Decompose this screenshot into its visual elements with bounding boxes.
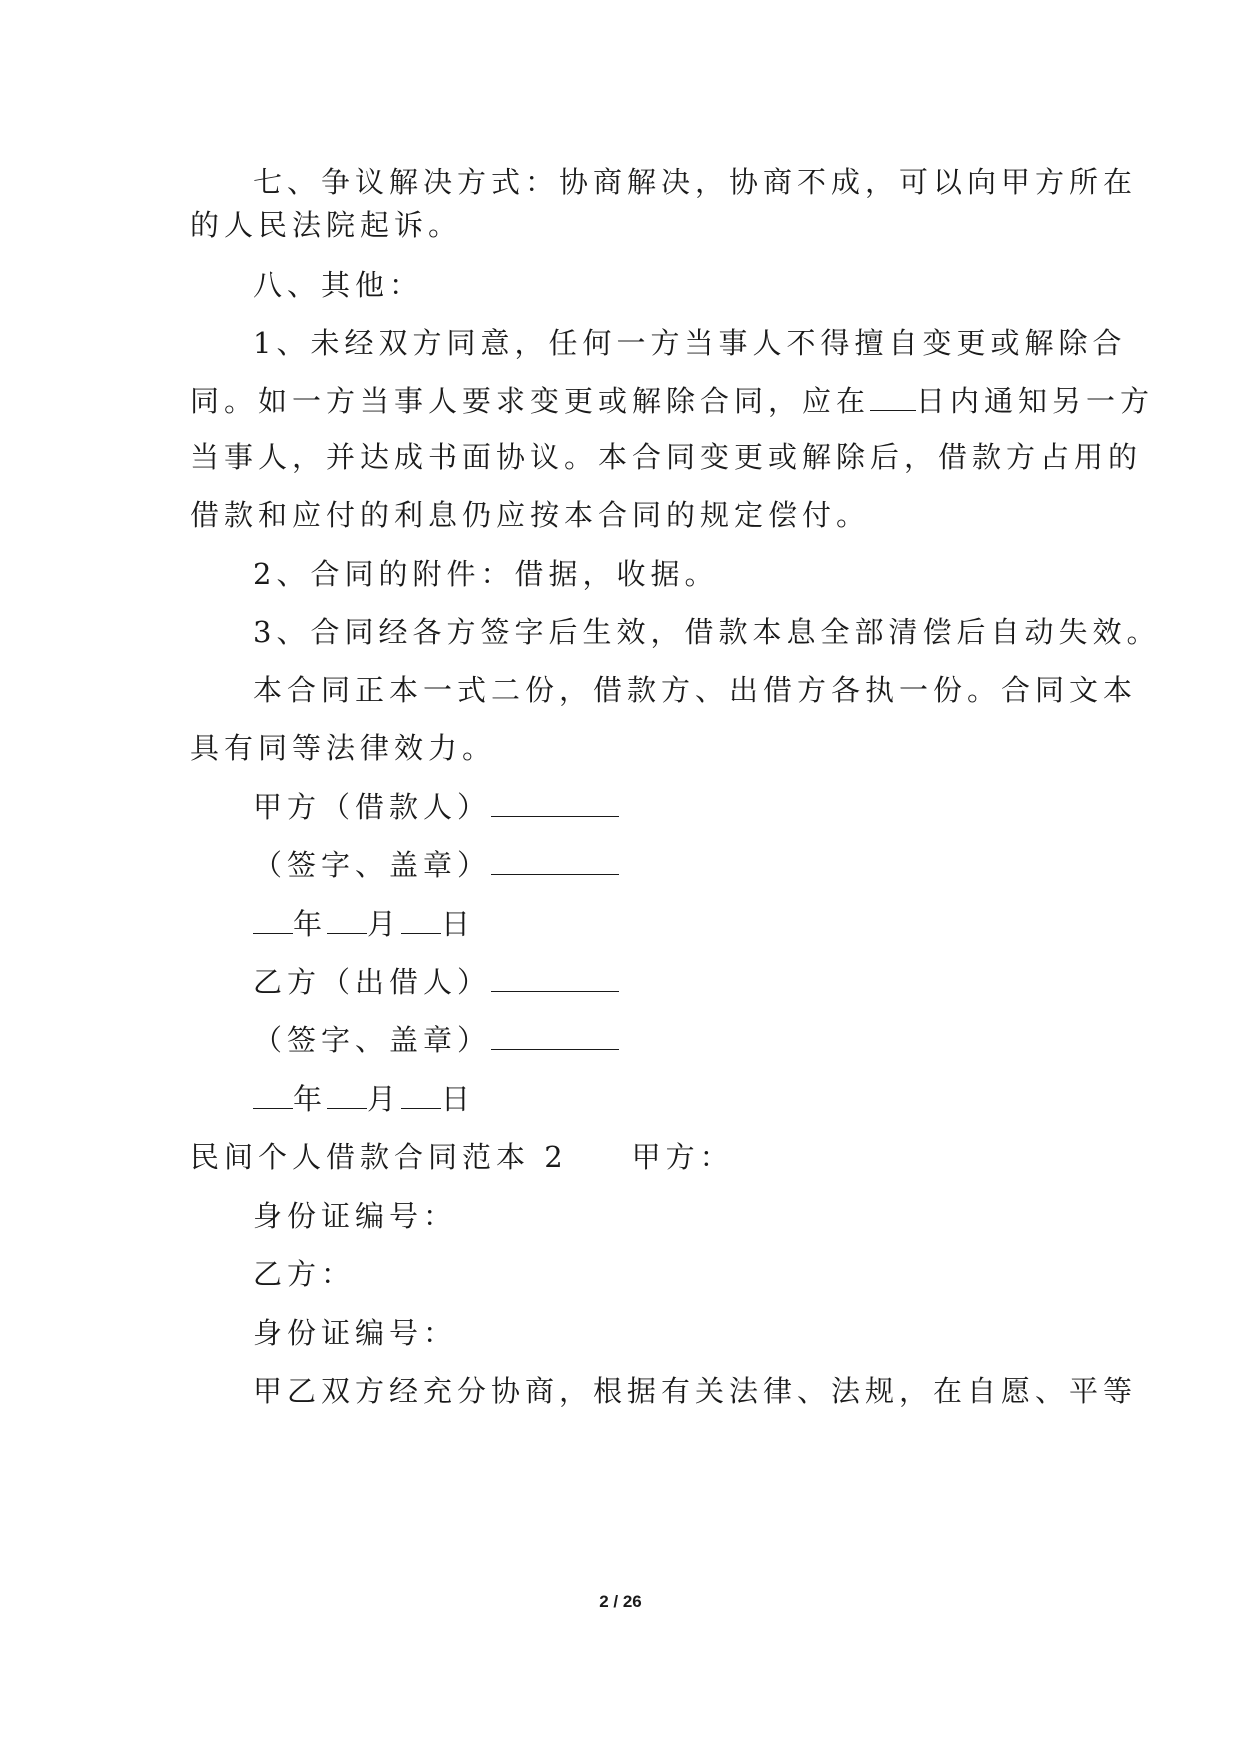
clause-8-1-line-2 — [190, 381, 1154, 421]
party-a-date — [253, 904, 475, 944]
year-label: 年 — [293, 907, 328, 941]
clause-8-1-line-4: 借款和应付的利息仍应按本合同的规定偿付。 — [190, 498, 871, 532]
party-a-label: 甲方（借款人） — [253, 790, 492, 824]
party-b-id-number: 身份证编号： — [253, 1316, 458, 1350]
party-a-blank — [491, 790, 619, 817]
clause-8-1-line-1: 1、未经双方同意，任何一方当事人不得擅自变更或解除合 — [253, 326, 1127, 360]
party-b-signature-label: （签字、盖章） — [253, 1023, 492, 1057]
clause-8-3: 3、合同经各方签字后生效，借款本息全部清偿后自动失效。 — [253, 615, 1161, 649]
party-b-heading: 乙方： — [253, 1257, 356, 1291]
month-blank — [327, 1082, 367, 1109]
clause-8-heading: 八、其他： — [253, 268, 424, 302]
clause-8-2: 2、合同的附件：借据，收据。 — [253, 557, 719, 591]
day-label: 日 — [441, 907, 476, 941]
clause-8-1-line-2-part-b: 日内通知另一方 — [916, 384, 1155, 418]
clause-8-1-line-2-part-a: 同。如一方当事人要求变更或解除合同，应在 — [190, 384, 871, 418]
year-blank — [253, 1082, 293, 1109]
preamble-line-1: 甲乙双方经充分协商，根据有关法律、法规，在自愿、平等 — [253, 1374, 1138, 1408]
day-blank — [401, 907, 441, 934]
party-b-signature-blank — [491, 1023, 619, 1050]
day-blank — [401, 1082, 441, 1109]
days-blank — [870, 384, 916, 411]
copies-line-2: 具有同等法律效力。 — [190, 731, 497, 765]
party-a-signature — [253, 845, 619, 885]
template-2-heading — [190, 1137, 734, 1177]
party-a-signature-label: （签字、盖章） — [253, 848, 492, 882]
year-blank — [253, 907, 293, 934]
clause-7-line-2: 的人民法院起诉。 — [190, 208, 463, 242]
copies-line-1: 本合同正本一式二份，借款方、出借方各执一份。合同文本 — [253, 673, 1138, 707]
party-b-label: 乙方（出借人） — [253, 965, 492, 999]
party-b-date — [253, 1079, 475, 1119]
template-2-title: 民间个人借款合同范本 2 — [190, 1140, 568, 1174]
party-a-borrower — [253, 787, 619, 827]
clause-7-line-1: 七、争议解决方式：协商解决，协商不成，可以向甲方所在 — [253, 165, 1138, 199]
party-b-lender — [253, 962, 619, 1002]
party-b-blank — [491, 965, 619, 992]
day-label: 日 — [441, 1082, 476, 1116]
month-label: 月 — [367, 1082, 402, 1116]
template-2-party-a: 甲方： — [631, 1140, 734, 1174]
year-label: 年 — [293, 1082, 328, 1116]
month-blank — [327, 907, 367, 934]
page-number: 2 / 26 — [599, 1592, 642, 1611]
party-b-signature — [253, 1020, 619, 1060]
month-label: 月 — [367, 907, 402, 941]
clause-8-1-line-3: 当事人，并达成书面协议。本合同变更或解除后，借款方占用的 — [190, 440, 1143, 474]
party-a-id-number: 身份证编号： — [253, 1199, 458, 1233]
party-a-signature-blank — [491, 848, 619, 875]
